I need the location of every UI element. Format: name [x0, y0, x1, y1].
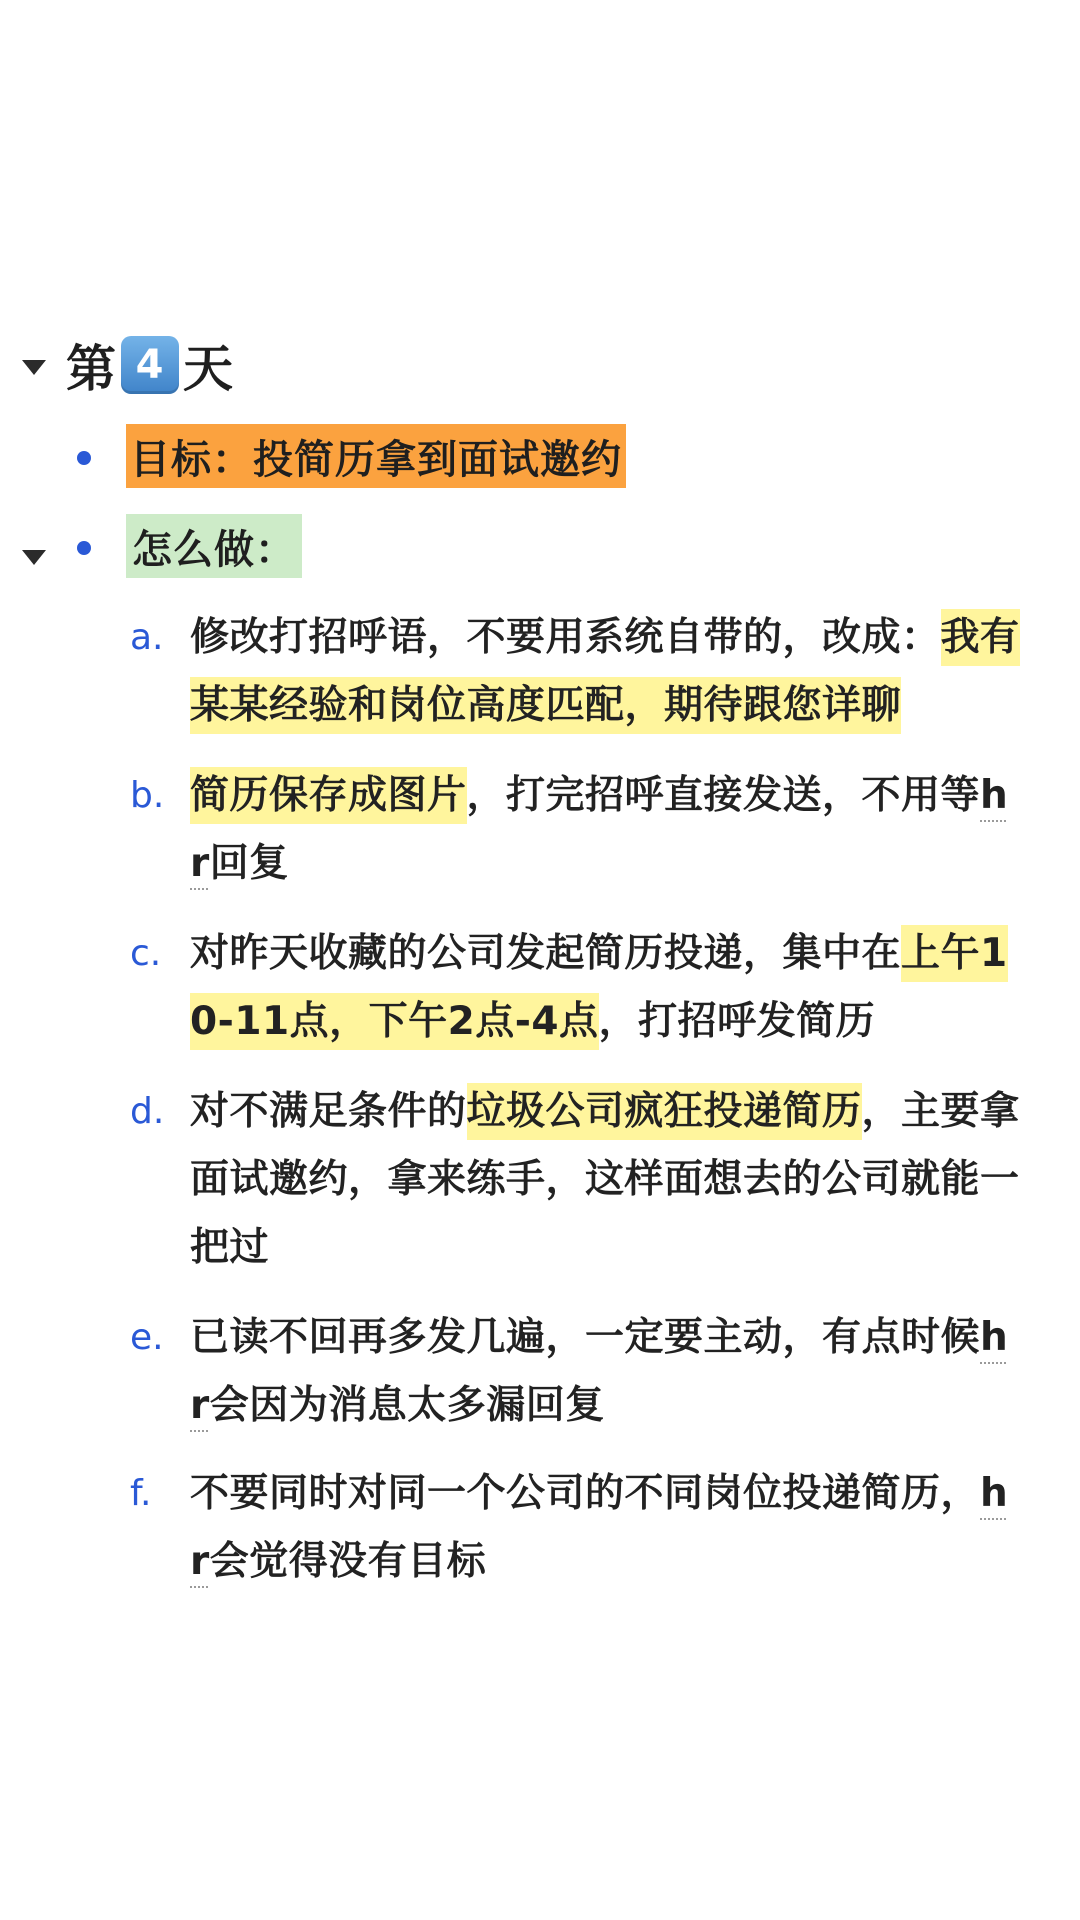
- how-item: 怎么做：: [126, 514, 302, 578]
- list-item: [130, 1078, 1020, 1282]
- list-item-text: [190, 762, 1020, 898]
- item-text: 不要同时对同一个公司的不同岗位投递简历，: [190, 1471, 981, 1516]
- item-text: 已读不回再多发几遍，一定要主动，有点时候: [190, 1315, 981, 1360]
- item-text: 会觉得没有目标: [209, 1539, 487, 1584]
- list-item: [130, 604, 1020, 740]
- hr-term-link[interactable]: hr: [190, 1315, 1009, 1428]
- item-text: ，主要拿面试邀约，拿来练手，这样面想去的公司就能一把过: [190, 1089, 1020, 1270]
- list-marker: e.: [130, 1317, 164, 1358]
- highlight-text: 上午10-11点，下午2点-4点: [190, 925, 1008, 1050]
- list-item: [130, 762, 1020, 898]
- list-item: [130, 920, 1020, 1056]
- list-item: [130, 1460, 1020, 1596]
- heading-suffix: 天: [183, 340, 234, 398]
- item-text: 修改打招呼语，不要用系统自带的，改成：: [190, 615, 941, 660]
- list-marker: b.: [130, 775, 165, 816]
- highlight-text: 我有某某经验和岗位高度匹配，期待跟您详聊: [190, 609, 1020, 734]
- item-text: 会因为消息太多漏回复: [209, 1383, 605, 1428]
- hr-term-link[interactable]: hr: [190, 1471, 1009, 1584]
- bullet-icon: [77, 541, 91, 555]
- number-keycap-icon: 4: [121, 336, 179, 394]
- hr-term-link[interactable]: hr: [190, 773, 1009, 886]
- item-text: 对不满足条件的: [190, 1089, 467, 1134]
- list-item-text: [190, 1078, 1020, 1282]
- bullet-icon: [77, 451, 91, 465]
- heading-prefix: 第: [66, 340, 117, 398]
- item-text: ，打完招呼直接发送，不用等: [466, 773, 981, 818]
- list-marker: c.: [130, 933, 162, 974]
- list-item-text: [190, 1304, 1020, 1440]
- list-marker: f.: [130, 1473, 152, 1514]
- item-text: 回复: [209, 841, 289, 886]
- item-text: 对昨天收藏的公司发起简历投递，集中在: [190, 931, 902, 976]
- highlight-text: 简历保存成图片: [190, 767, 467, 824]
- goal-item: 目标：投简历拿到面试邀约: [126, 424, 626, 488]
- item-text: ，打招呼发简历: [598, 999, 876, 1044]
- list-marker: d.: [130, 1091, 165, 1132]
- list-item-text: [190, 920, 1020, 1056]
- list-marker: a.: [130, 617, 164, 658]
- highlight-text: 垃圾公司疯狂投递简历: [467, 1083, 862, 1140]
- collapse-toggle-icon[interactable]: [22, 360, 46, 375]
- collapse-toggle-icon[interactable]: [22, 550, 46, 565]
- list-item: [130, 1304, 1020, 1440]
- day-heading: [66, 328, 234, 402]
- list-item-text: [190, 1460, 1020, 1596]
- list-item-text: [190, 604, 1020, 740]
